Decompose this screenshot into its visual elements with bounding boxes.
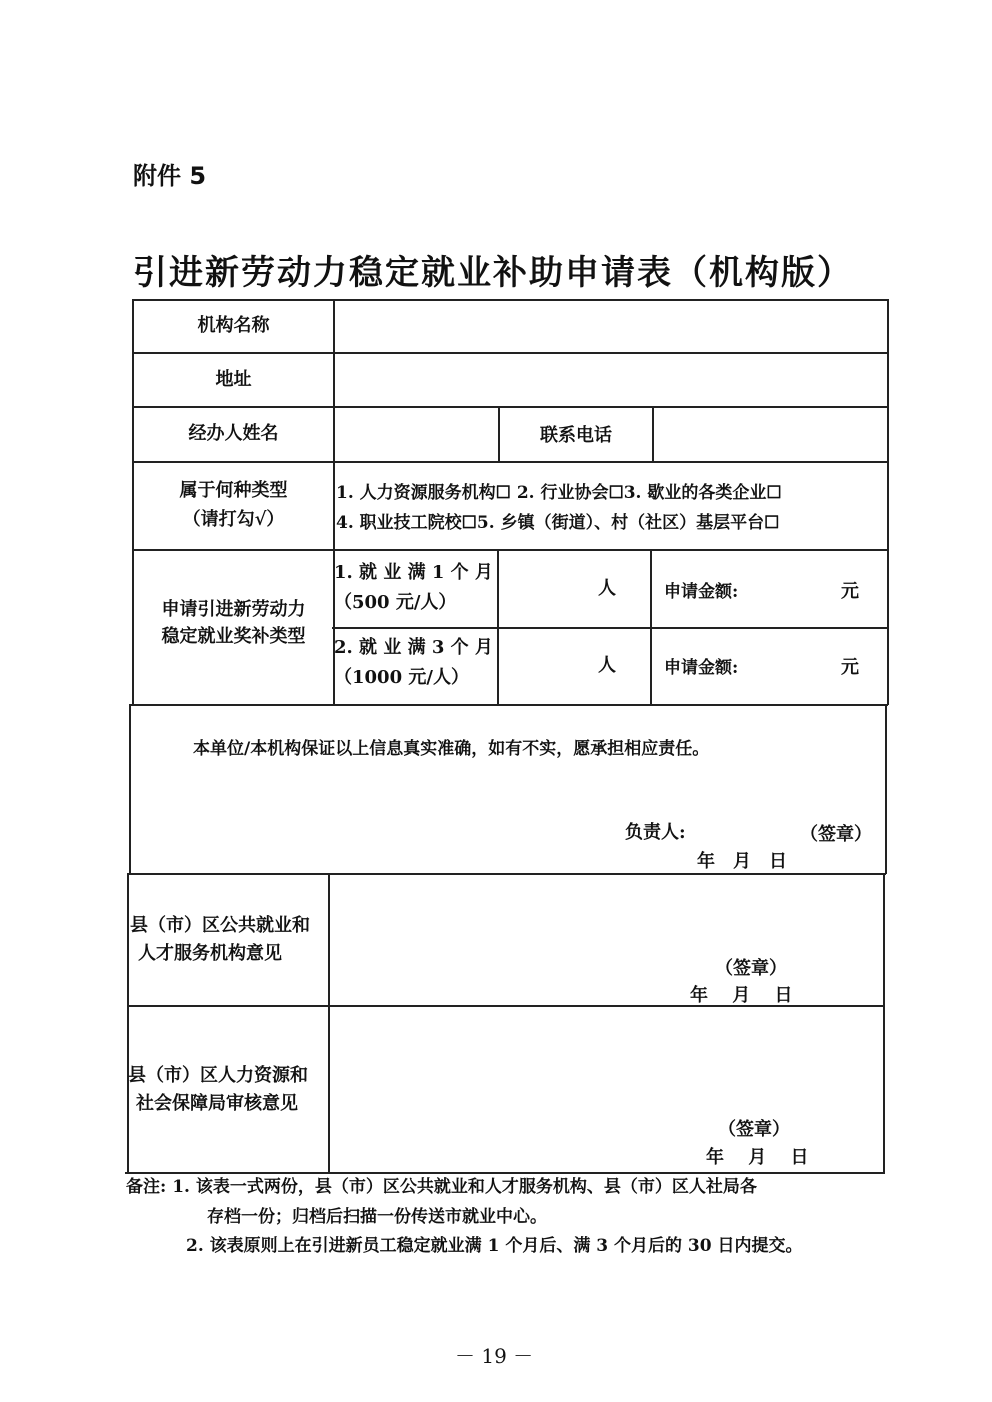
- type-options-line2[interactable]: 4. 职业技工院校☐5. 乡镇（街道）、村（社区）基层平台☐: [336, 513, 780, 533]
- address-label: 地址: [215, 369, 252, 390]
- option1-amount-field[interactable]: [750, 560, 838, 616]
- table-line: [130, 704, 888, 706]
- option2-person-unit: 人: [598, 655, 616, 676]
- table-line: [132, 549, 888, 551]
- option2-amount-label: 申请金额:: [664, 658, 739, 678]
- responsible-label: 负责人:: [625, 822, 686, 843]
- option2-count-field[interactable]: [500, 630, 649, 703]
- table-border-left: [129, 704, 131, 874]
- table-border-right: [883, 873, 885, 1174]
- table-line: [650, 549, 652, 705]
- page-number: － 19 －: [455, 1344, 534, 1368]
- review1-label: 县（市）区公共就业和: [130, 915, 310, 936]
- table-line: [132, 406, 888, 408]
- phone-label: 联系电话: [540, 425, 612, 446]
- notes-line2: 存档一份；归档后扫描一份传送市就业中心。: [207, 1207, 547, 1227]
- declaration-statement: 本单位/本机构保证以上信息真实准确，如有不实，愿承担相应责任。: [193, 739, 710, 759]
- responsible-signature-field[interactable]: [700, 816, 800, 848]
- option1-currency-unit: 元: [841, 581, 859, 602]
- handler-name-label: 经办人姓名: [188, 423, 279, 444]
- handler-name-field[interactable]: [336, 409, 497, 460]
- review2-label-line2: 社会保障局审核意见: [136, 1093, 298, 1114]
- table-border-right: [885, 704, 887, 874]
- org-name-label: 机构名称: [197, 315, 270, 336]
- review2-label: 县（市）区人力资源和: [128, 1065, 308, 1086]
- option1-label: 1. 就 业 满 1 个 月: [334, 562, 493, 583]
- table-line: [332, 627, 888, 629]
- option1-rate: （500 元/人）: [334, 592, 457, 613]
- notes-line1: 备注: 1. 该表一式两份，县（市）区公共就业和人才服务机构、县（市）区人社局各: [126, 1177, 757, 1197]
- table-line: [652, 406, 654, 462]
- option2-label: 2. 就 业 满 3 个 月: [334, 637, 493, 658]
- form-title: 引进新劳动力稳定就业补助申请表（机构版）: [133, 253, 853, 293]
- option1-person-unit: 人: [598, 578, 616, 599]
- option1-count-field[interactable]: [500, 552, 649, 626]
- table-border-top: [132, 299, 888, 301]
- type-label: 属于何种类型: [179, 480, 288, 501]
- table-border-left: [127, 873, 129, 1173]
- option1-amount-label: 申请金额:: [664, 582, 739, 602]
- declaration-date: 年 月 日: [697, 851, 787, 872]
- review1-date: 年 月 日: [690, 985, 793, 1006]
- table-border-right: [887, 299, 889, 705]
- option2-rate: （1000 元/人）: [334, 667, 469, 688]
- org-name-field[interactable]: [336, 302, 886, 351]
- address-field[interactable]: [336, 355, 886, 405]
- subsidy-type-label-line2: 稳定就业奖补类型: [161, 626, 306, 647]
- type-options-line1[interactable]: 1. 人力资源服务机构☐ 2. 行业协会☐3. 歇业的各类企业☐: [336, 483, 782, 503]
- review1-opinion-field[interactable]: [331, 877, 882, 1004]
- review2-date: 年 月 日: [706, 1147, 809, 1168]
- type-label-hint: （请打勾√）: [182, 509, 285, 530]
- declaration-seal-label: （签章）: [800, 824, 872, 845]
- attachment-label: 附件 5: [133, 162, 207, 190]
- table-line: [328, 873, 330, 1173]
- notes-line3: 2. 该表原则上在引进新员工稳定就业满 1 个月后、满 3 个月后的 30 日内提交。: [186, 1236, 803, 1256]
- review1-label-line2: 人才服务机构意见: [138, 943, 282, 964]
- table-line: [132, 461, 888, 463]
- phone-field[interactable]: [655, 409, 886, 460]
- subsidy-type-label: 申请引进新劳动力: [161, 599, 306, 620]
- review1-seal-label: （签章）: [715, 958, 787, 979]
- table-line: [497, 549, 499, 705]
- option2-currency-unit: 元: [841, 657, 859, 678]
- review2-seal-label: （签章）: [718, 1119, 790, 1140]
- table-line: [132, 352, 888, 354]
- option2-amount-field[interactable]: [750, 636, 838, 692]
